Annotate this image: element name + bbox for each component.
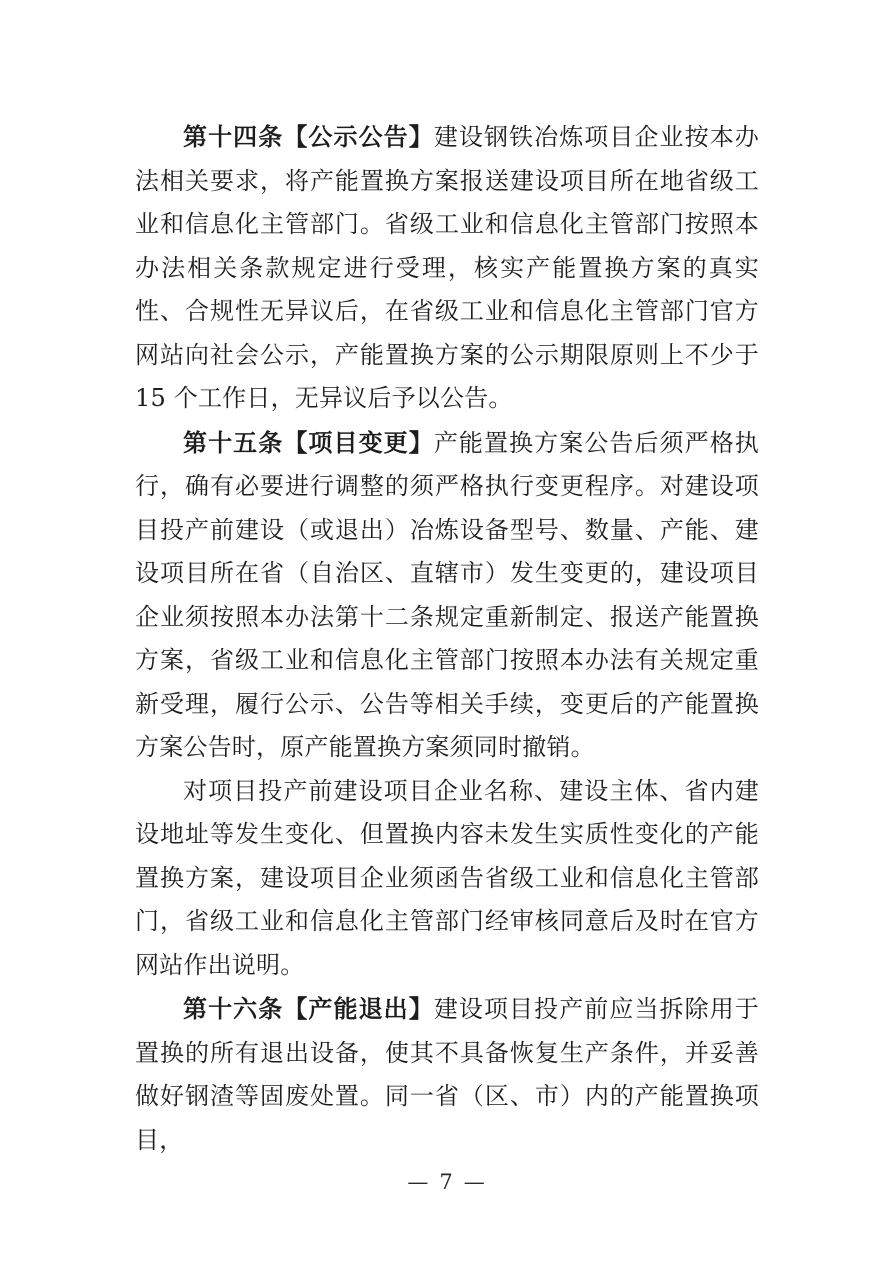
page-footer [0, 1170, 892, 1194]
page-number: 7 [439, 1170, 453, 1194]
footer-right-dash: — [463, 1170, 485, 1194]
paragraph-article-15 [135, 421, 759, 770]
article-15-text: 产能置换方案公告后须严格执行，确有必要进行调整的须严格执行变更程序。对建设项目投产前建设（或退出）冶炼设备型号、数量、产能、建设项目所在省（自治区、直辖市）发生变更的，建设项目企业须按照本办法第十二条规定重新制定、报送产能置换方案，省级工业和信息化主管部门按照本办法有关规定重新受理，履行公示、公告等相关手续，变更后的产能置换方案公告时，原产能置换方案须同时撤销。 [135, 428, 759, 761]
article-14-title: 【公示公告】 [283, 122, 434, 151]
article-14-text: 建设钢铁冶炼项目企业按本办法相关要求，将产能置换方案报送建设项目所在地省级工业和信息化主管部门。省级工业和信息化主管部门按照本办法相关条款规定进行受理，核实产能置换方案的真实性、合规性无异议后，在省级工业和信息化主管部门官方网站向社会公示，产能置换方案的公示期限原则上不少于 15 个工作日，无异议后予以公告。 [135, 123, 759, 412]
paragraph-article-15-continued [135, 770, 759, 988]
paragraph-article-16 [135, 987, 759, 1162]
article-15-number: 第十五条 [183, 427, 284, 457]
article-16-title: 【产能退出】 [283, 994, 434, 1023]
document-body [135, 115, 759, 1162]
article-14-number: 第十四条 [183, 122, 284, 151]
footer-left-dash: — [407, 1170, 429, 1194]
paragraph-article-14 [135, 115, 759, 421]
article-15-title: 【项目变更】 [283, 427, 434, 457]
article-15-continued-text: 对项目投产前建设项目企业名称、建设主体、省内建设地址等发生变化、但置换内容未发生实质性变化的产能置换方案，建设项目企业须函告省级工业和信息化主管部门，省级工业和信息化主管部门经审核同意后及时在官方网站作出说明。 [135, 776, 759, 979]
article-16-number: 第十六条 [183, 994, 284, 1023]
article-16-text: 建设项目投产前应当拆除用于置换的所有退出设备，使其不具备恢复生产条件，并妥善做好钢渣等固废处置。同一省（区、市）内的产能置换项目， [135, 995, 759, 1154]
